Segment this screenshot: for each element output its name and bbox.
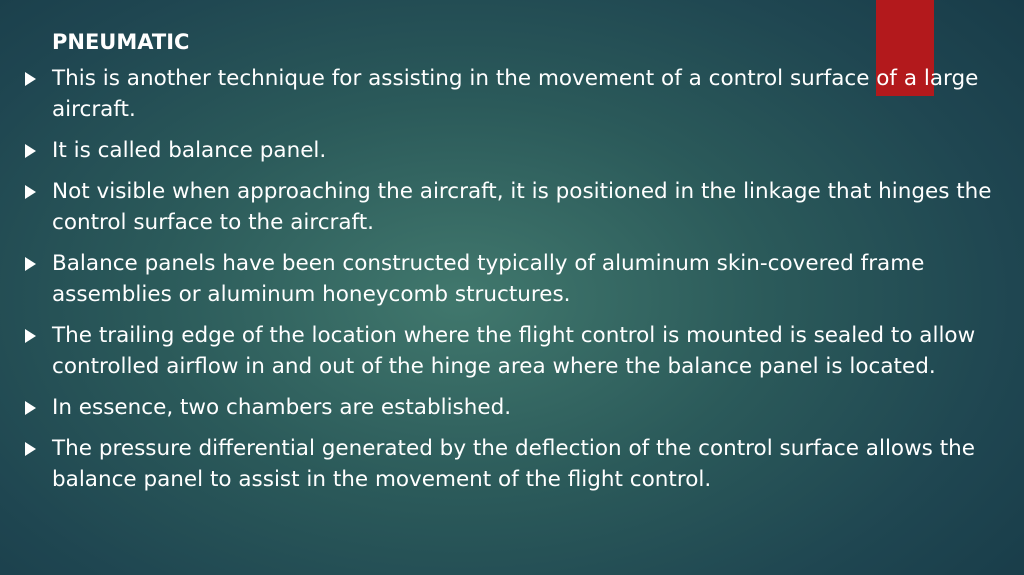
- bullet-item: [22, 135, 1012, 166]
- bullet-text: In essence, two chambers are established.: [52, 395, 512, 420]
- triangle-right-icon: [25, 185, 36, 199]
- bullet-item: [22, 248, 1012, 310]
- bullet-text: This is another technique for assisting in the movement of a control surface of a large aircraft.: [52, 66, 979, 122]
- bullet-text: Not visible when approaching the aircraft, it is positioned in the linkage that hinges the control surface to the aircraft.: [52, 179, 992, 235]
- bullet-item: [22, 392, 1012, 423]
- slide-content: [22, 27, 1012, 505]
- slide-heading: PNEUMATIC: [52, 30, 190, 54]
- triangle-right-icon: [25, 144, 36, 158]
- bullet-item: [22, 320, 1012, 382]
- bullet-text: The trailing edge of the location where the flight control is mounted is sealed to allow controlled airflow in and out of the hinge area where the balance panel is located.: [52, 323, 976, 379]
- bullet-list: [22, 63, 1012, 495]
- bullet-item: [22, 63, 1012, 125]
- bullet-item: [22, 433, 1012, 495]
- triangle-right-icon: [25, 442, 36, 456]
- triangle-right-icon: [25, 72, 36, 86]
- bullet-item: [22, 176, 1012, 238]
- bullet-text: It is called balance panel.: [52, 138, 327, 163]
- triangle-right-icon: [25, 401, 36, 415]
- bullet-text: The pressure differential generated by the deflection of the control surface allows the balance panel to assist in the movement of the flight control.: [52, 436, 975, 492]
- triangle-right-icon: [25, 257, 36, 271]
- bullet-text: Balance panels have been constructed typically of aluminum skin-covered frame assemblies or aluminum honeycomb structures.: [52, 251, 925, 307]
- triangle-right-icon: [25, 329, 36, 343]
